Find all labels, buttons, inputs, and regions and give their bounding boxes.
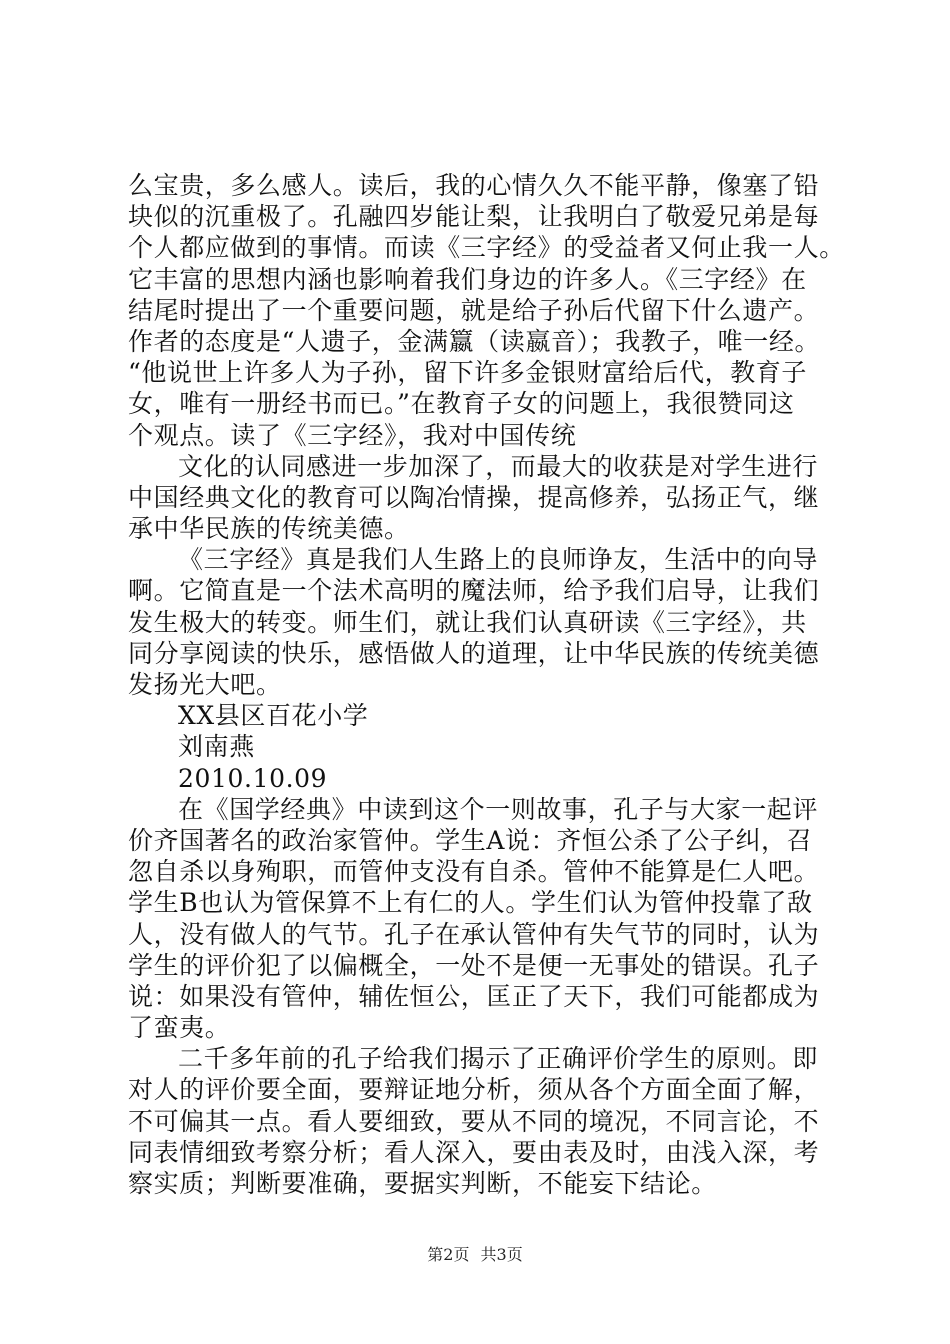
text-line: 不可偏其一点。看人要细致，要从不同的境况，不同言论，不 bbox=[128, 1106, 820, 1136]
text-line: 结尾时提出了一个重要问题，就是给子孙后代留下什么遗产。 bbox=[128, 295, 820, 325]
text-line: 个观点。读了《三字经》，我对中国传统 bbox=[128, 420, 577, 450]
text-line: 学生B也认为管保算不上有仁的人。学生们认为管仲投靠了敌 bbox=[128, 888, 813, 918]
text-line: 发生极大的转变。师生们，就让我们认真研读《三字经》，共 bbox=[128, 607, 807, 637]
text-line: 同表情细致考察分析；看人深入，要由表及时，由浅入深，考 bbox=[128, 1137, 820, 1167]
text-line: 在《国学经典》中读到这个一则故事，孔子与大家一起评 bbox=[178, 794, 819, 824]
text-line: 对人的评价要全面，要辩证地分析，须从各个方面全面了解， bbox=[128, 1075, 820, 1105]
text-line: 它丰富的思想内涵也影响着我们身边的许多人。《三字经》在 bbox=[128, 264, 807, 294]
school-name: XX县区百花小学 bbox=[178, 701, 369, 731]
text-line: 同分享阅读的快乐，感悟做人的道理，让中华民族的传统美德 bbox=[128, 638, 820, 668]
text-line: 个人都应做到的事情。而读《三字经》的受益者又何止我一人。 bbox=[128, 233, 845, 263]
text-line: 文化的认同感进一步加深了，而最大的收获是对学生进行 bbox=[178, 451, 819, 481]
page-number: 第2页 bbox=[427, 1245, 470, 1264]
page-total: 共3页 bbox=[480, 1245, 523, 1264]
document-body bbox=[128, 170, 845, 1199]
text-line: 《三字经》真是我们人生路上的良师诤友，生活中的向导 bbox=[178, 545, 819, 575]
text-line: 了蛮夷。 bbox=[128, 1013, 231, 1043]
text-line: 学生的评价犯了以偏概全，一处不是便一无事处的错误。孔子 bbox=[128, 950, 820, 980]
text-line: 啊。它简直是一个法术高明的魔法师，给予我们启导，让我们 bbox=[128, 576, 820, 606]
text-line: 承中华民族的传统美德。 bbox=[128, 514, 410, 544]
text-line: 块似的沉重极了。孔融四岁能让梨，让我明白了敬爱兄弟是每 bbox=[128, 202, 820, 232]
date: 2010.10.09 bbox=[178, 763, 328, 793]
text-line: 中国经典文化的教育可以陶冶情操，提高修养，弘扬正气，继 bbox=[128, 482, 820, 512]
text-line: 发扬光大吧。 bbox=[128, 670, 282, 699]
text-line: 作者的态度是“人遗子，金满籝（读嬴音）；我教子，唯一经。 bbox=[128, 326, 821, 356]
text-line: 女，唯有一册经书而已。”在教育子女的问题上，我很赞同这 bbox=[128, 389, 795, 419]
text-line: 价齐国著名的政治家管仲。学生A说：齐恒公杀了公子纠，召 bbox=[128, 825, 813, 855]
text-line: 二千多年前的孔子给我们揭示了正确评价学生的原则。即 bbox=[178, 1044, 819, 1074]
author-name: 刘南燕 bbox=[178, 732, 255, 762]
page-footer bbox=[0, 1242, 950, 1265]
text-line: 忽自杀以身殉职，而管仲支没有自杀。管仲不能算是仁人吧。 bbox=[128, 857, 820, 887]
text-line: 人，没有做人的气节。孔子在承认管仲有失气节的同时，认为 bbox=[128, 919, 820, 949]
text-line: 么宝贵，多么感人。读后，我的心情久久不能平静，像塞了铅 bbox=[128, 171, 820, 200]
text-line: 说：如果没有管仲，辅佐恒公，匡正了天下，我们可能都成为 bbox=[128, 981, 820, 1011]
text-line: “他说世上许多人为子孙，留下许多金银财富给后代，教育子 bbox=[128, 358, 807, 388]
text-line: 察实质；判断要准确，要据实判断，不能妄下结论。 bbox=[128, 1169, 717, 1198]
